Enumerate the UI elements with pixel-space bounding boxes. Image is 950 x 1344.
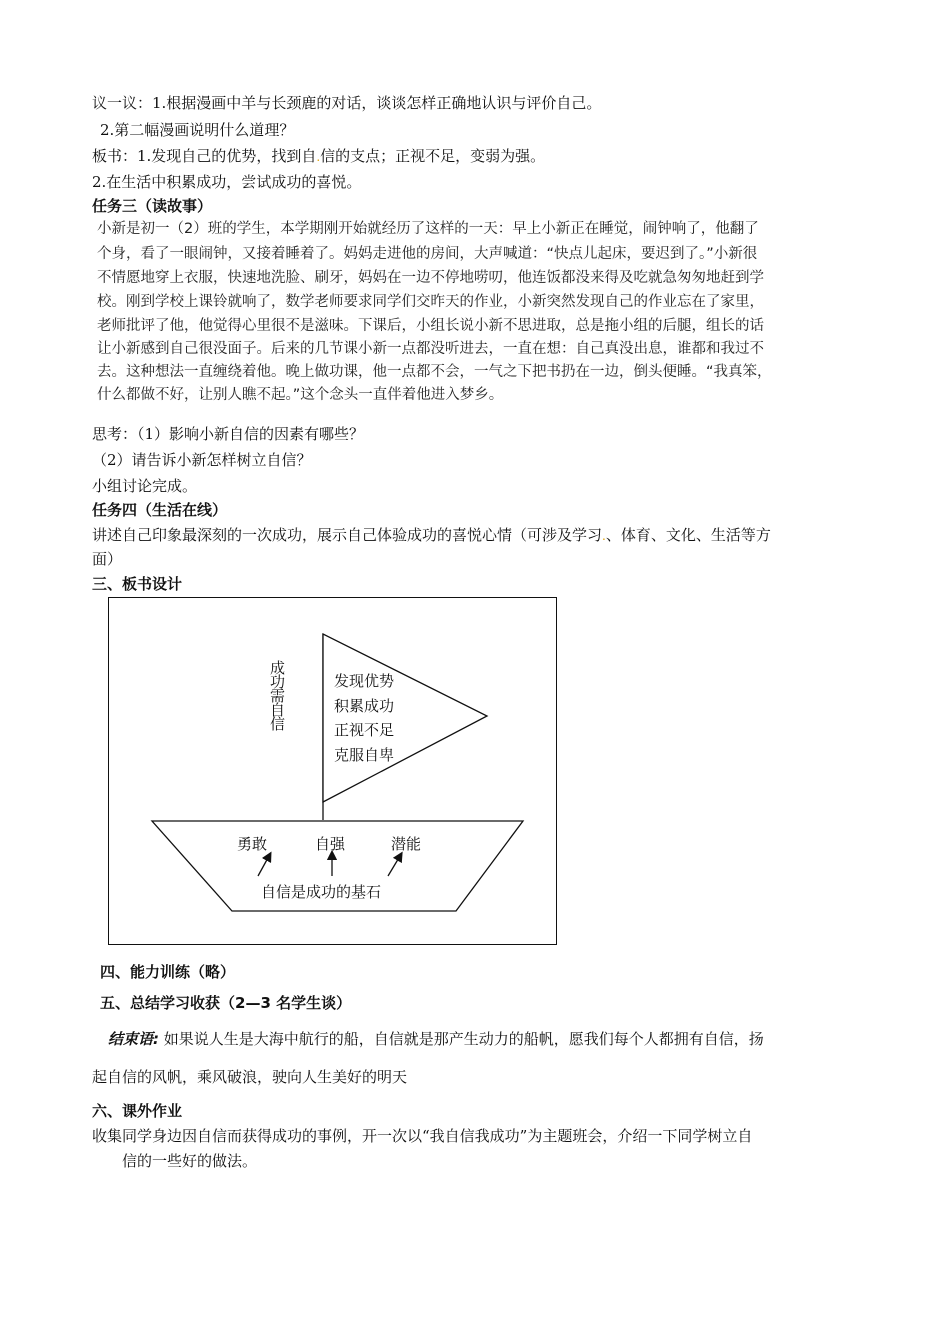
think-question-1: 思考：（1）影响小新自信的因素有哪些？ [92, 425, 365, 443]
story-line: 不情愿地穿上衣服，快速地洗脸、刷牙，妈妈在一边不停地唠叨，他连饭都没来得及吃就急匆匆地赶到学 [97, 270, 764, 286]
section3-heading: 三、板书设计 [92, 575, 183, 593]
section5-heading: 五、总结学习收获（2—3 名学生谈） [100, 994, 352, 1012]
stray-mark: . [602, 529, 606, 543]
sail-line: 积累成功 [334, 697, 395, 715]
task4-line-1b: 、体育、文化、生活等方 [605, 526, 771, 544]
task4-line-2: 面） [92, 550, 123, 568]
task3-heading: 任务三（读故事） [92, 197, 213, 215]
hull-word-strong: 自强 [315, 835, 346, 853]
story-line: 什么都做不好，让别人瞧不起。”这个念头一直伴着他进入梦乡。 [97, 387, 504, 403]
group-discussion: 小组讨论完成。 [92, 477, 198, 495]
task4-line-1a: 讲述自己印象最深刻的一次成功，展示自己体验成功的喜悦心情（可涉及学习 [92, 526, 603, 544]
section4-heading: 四、能力训练（略） [100, 963, 236, 981]
hull-word-potential: 潜能 [391, 835, 422, 853]
homework-line-1: 收集同学身边因自信而获得成功的事例，开一次以“我自信我成功”为主题班会，介绍一下同学树立自 [92, 1127, 753, 1145]
discussion-line-4: 2.在生活中积累成功，尝试成功的喜悦。 [92, 173, 362, 191]
task4-heading: 任务四（生活在线） [92, 501, 228, 519]
discussion-line-1: 议一议：1.根据漫画中羊与长颈鹿的对话，谈谈怎样正确地认识与评价自己。 [92, 94, 602, 112]
board-design-diagram [108, 597, 557, 945]
mast-text: 成功需自信 [268, 660, 286, 730]
story-line: 让小新感到自己很没面子。后来的几节课小新一点都没听进去，一直在想：自己真没出息，谁都和我过不 [97, 341, 764, 357]
sail-triangle [323, 634, 487, 802]
discussion-line-3a: 板书：1.发现自己的优势，找到自 [92, 147, 317, 165]
stray-mark: . [316, 150, 321, 164]
ending-text-1: 如果说人生是大海中航行的船，自信就是那产生动力的船帆，愿我们每个人都拥有自信，扬 [159, 1030, 764, 1048]
discussion-line-2: 2.第二幅漫画说明什么道理？ [100, 121, 295, 139]
sail-line: 克服自卑 [334, 746, 395, 764]
story-line: 校。刚到学校上课铃就响了，数学老师要求同学们交昨天的作业，小新突然发现自己的作业忘在了家里， [97, 294, 764, 310]
discussion-line-3b: 信的支点；正视不足，变弱为强。 [320, 147, 546, 165]
ending-label: 结束语: [108, 1030, 159, 1048]
ending-line-2: 起自信的风帆，乘风破浪，驶向人生美好的明天 [92, 1068, 408, 1086]
section6-heading: 六、课外作业 [92, 1102, 183, 1120]
story-line: 小新是初一（2）班的学生，本学期刚开始就经历了这样的一天：早上小新正在睡觉，闹钟响了，他翻了 [97, 221, 759, 237]
task4-line-1 [92, 525, 771, 546]
story-line: 去。这种想法一直缠绕着他。晚上做功课，他一点都不会，一气之下把书扔在一边，倒头便睡。“我真笨， [97, 364, 772, 380]
sail-line: 正视不足 [334, 721, 395, 739]
story-line: 老师批评了他，他觉得心里很不是滋味。下课后，小组长说小新不思进取，总是拖小组的后腿，组长的话 [97, 318, 764, 334]
ending-line-1 [108, 1029, 764, 1049]
story-line: 个身，看了一眼闹钟，又接着睡着了。妈妈走进他的房间，大声喊道：“快点儿起床，要迟到了。”小新很 [97, 246, 758, 262]
homework-line-2: 信的一些好的做法。 [122, 1152, 258, 1170]
discussion-line-3 [92, 146, 545, 167]
hull-base-text: 自信是成功的基石 [261, 883, 382, 901]
hull-word-brave: 勇敢 [237, 835, 268, 853]
think-question-2: （2）请告诉小新怎样树立自信？ [92, 451, 312, 469]
sail-line: 发现优势 [334, 672, 395, 690]
